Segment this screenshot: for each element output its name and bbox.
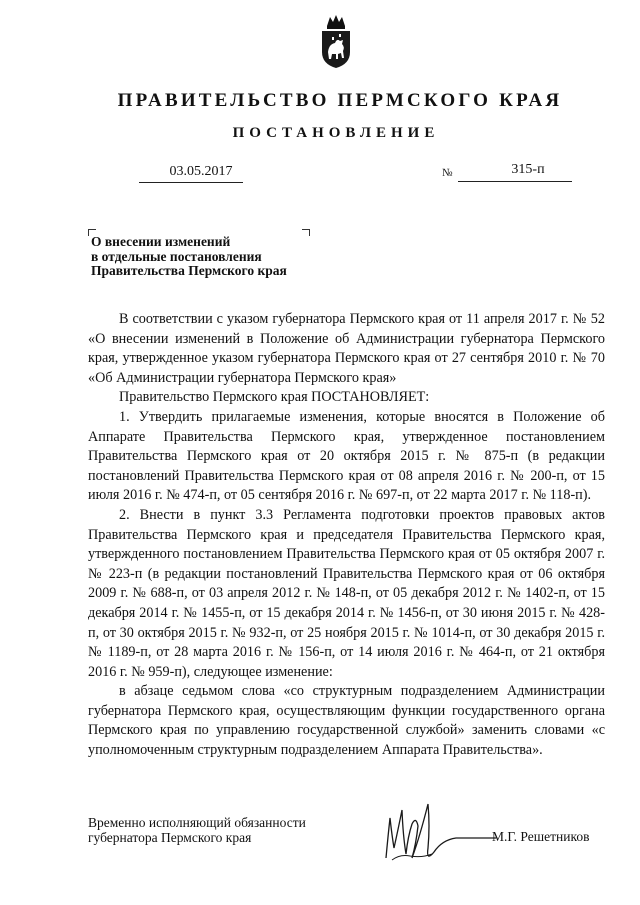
document-number: 315-п — [511, 162, 545, 177]
document-subject — [91, 235, 331, 279]
signer-position-line: губернатора Пермского края — [88, 829, 252, 845]
body-paragraph: Правительство Пермского края ПОСТАНОВЛЯЕТ: — [119, 389, 430, 406]
number-underline — [458, 181, 572, 182]
body-paragraph: в абзаце седьмом слова «со структурным подразделением Администрации губернатора Пермского края, осуществляющим функции государственного органа Пермского края по управлению государственной службой» заменить словами «с уполномоченным структурным подразделением Аппарата Правительства». — [88, 683, 605, 759]
government-title: ПРАВИТЕЛЬСТВО ПЕРМСКОГО КРАЯ — [117, 90, 563, 111]
subject-line: Правительства Пермского края — [91, 263, 287, 278]
signer-name: М.Г. Решетников — [492, 829, 590, 844]
number-sign: № — [442, 167, 453, 179]
handwritten-signature — [372, 796, 512, 876]
document-body — [88, 310, 605, 761]
date-underline — [139, 182, 243, 183]
body-paragraph: В соответствии с указом губернатора Пермского края от 11 апреля 2017 г. № 52 «О внесении изменений в Положение об Администрации губернатора Пермского края, утвержденное указом губернатора Пермского края от 27 сентября 2010 г. № 70 «Об Администрации губернатора Пермского края» — [88, 311, 605, 386]
signer-position-line: Временно исполняющий обязанности — [88, 815, 306, 830]
subject-line: О внесении изменений — [91, 234, 231, 249]
signer-position — [88, 816, 306, 845]
body-paragraph: 2. Внести в пункт 3.3 Регламента подготовки проектов правовых актов Правительства Пермского края и председателя Правительства Пермского края, утвержденного постановлением Правительства Пермского края от 05 октября 2007 г. № 223-п (в редакции постановлений Правительства Пермского края от 06 октября 2009 г. № 688-п, от 03 апреля 2012 г. № 148-п, от 05 декабря 2012 г. № 1402-п, от 15 декабря 2014 г. № 1455-п, от 15 декабря 2014 г. № 1456-п, от 30 июня 2015 г. № 428-п, от 30 октября 2015 г. № 932-п, от 25 ноября 2015 г. № 1014-п, от 30 декабря 2015 г. № 1189-п, от 28 марта 2016 г. № 156-п, от 14 июля 2016 г. № 464-п, от 21 октября 2016 г. № 959-п), следующее изменение: — [88, 506, 605, 680]
body-paragraph: 1. Утвердить прилагаемые изменения, которые вносятся в Положение об Аппарате Правительства Пермского края, утвержденное постановлением Правительства Пермского края от 20 октября 2015 г. № 875-п (в редакции постановлений Правительства Пермского края от 08 апреля 2016 г. № 200-п, от 15 июля 2016 г. № 474-п, от 05 сентября 2016 г. № 697-п, от 22 марта 2017 г. № 118-п). — [88, 408, 605, 504]
document-date: 03.05.2017 — [169, 164, 233, 179]
document-type: ПОСТАНОВЛЕНИЕ — [232, 125, 440, 141]
subject-line: в отдельные постановления — [91, 248, 262, 264]
coat-of-arms-emblem — [319, 14, 353, 70]
